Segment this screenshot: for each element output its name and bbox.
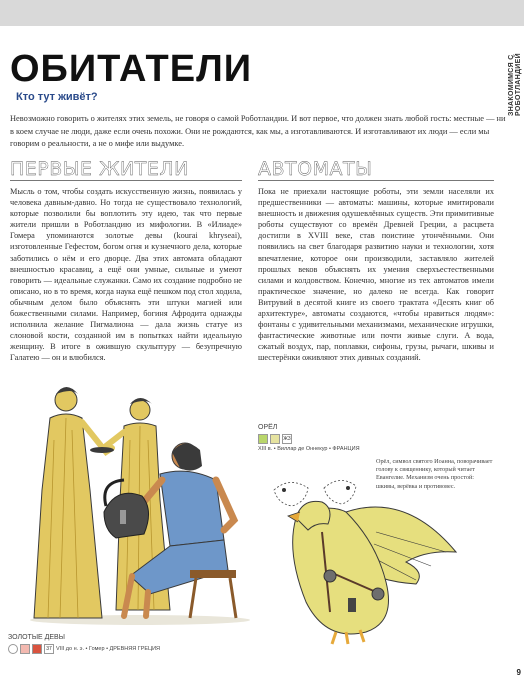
top-gray-band <box>0 0 524 26</box>
page-title: ОБИТАТЕЛИ <box>10 48 253 90</box>
section-text-automata: Пока не приехали настоящие роботы, эти земли населяли их предшественники — автоматы: машины, которые имитировали внешность и движения одушевлённых существ. Эти примитивные роботы существуют со времён Древней Греции, а расцвета достигли в XVIII веке, став поистине утончёнными. Они появились на свет благодаря развитию науки и технологии, хотя впечатление, которое они производили, заставляло жителей прошлых веков объяснять их умения сверхъестественными силами и колдовством. Конечно, многие из тех автоматов имели практическое значение, но далеко не всегда. Как говорит Витрувий в десятой книге из своего трактата «Десять книг об архитектуре», автоматы создаются, «чтобы нравиться людям»: фонтаны с удивительными механизмами, механические игрушки, фантастические животные или почти живые слуги. А вода, сжатый воздух, пар, поплавки, сифоны, грузы, рычаги, шкивы и шестерёнки оживляют этих дивных созданий. <box>258 187 494 363</box>
caption-meta-eagle: XIII в. • Виллар де Оннекур • ФРАНЦИЯ <box>258 446 360 452</box>
caption-box-3 <box>32 644 42 654</box>
section-heading-first-inhabitants: ПЕРВЫЕ ЖИТЕЛИ <box>10 158 189 180</box>
section-divider-left <box>10 180 242 181</box>
section-side-label: ЗНАКОМИМСЯ С РОБОТЛАНДИЕЙ <box>508 53 522 116</box>
page-number: 9 <box>516 668 521 677</box>
pulley-icon <box>324 570 336 582</box>
intro-paragraph: Невозможно говорить о жителях этих земель, не говоря о самой Роботландии. И вот первое, что должен знать любой гость: местные — ни в коем случае не люди, даже если очень похожи. Они не рождаются, как мы, а изготавливаются. И изготавливают их люди — если мы говорим о реальности, а не о мифе или выдумке. <box>10 114 506 149</box>
section-heading-automata: АВТОМАТЫ <box>258 158 373 180</box>
eagle-box-2 <box>270 434 280 444</box>
golden-maiden-left <box>34 387 112 618</box>
caption-box-4: 37 <box>44 644 54 654</box>
page-subtitle: Кто тут живёт? <box>16 91 98 103</box>
eagle-beak <box>288 512 300 522</box>
caption-meta-eagle-boxes <box>258 434 292 444</box>
counterweight-icon <box>348 598 356 612</box>
caption-box-1 <box>8 644 18 654</box>
caption-title-golden-maidens: ЗОЛОТЫЕ ДЕВЫ <box>8 634 65 641</box>
golden-maidens-illustration <box>20 370 250 626</box>
eagle-annotation: Орёл, символ святого Иоанна, поворачивает голову к священнику, который читает Евангелие. Механизм очень простой: шкивы, верёвка и противовес. <box>376 458 493 490</box>
section-divider-right <box>258 180 494 181</box>
pulley-icon-2 <box>372 588 384 600</box>
caption-box-2 <box>20 644 30 654</box>
caption-meta-text: VIII до н. э. • Гомер • ДРЕВНЯЯ ГРЕЦИЯ <box>56 646 161 652</box>
caption-title-eagle: ОРЁЛ <box>258 424 278 431</box>
mechanical-eagle-illustration <box>256 472 466 648</box>
section-text-first-inhabitants: Мысль о том, чтобы создать искусственную жизнь, появилась у человека давным-давно. Но тогда не существовало технологий, которые позволили бы воплотить эту идею, так что первые жители пришли в Роботландию из мифологии. В «Илиаде» Гомера упоминаются золотые девы (kourai khryseai), изготовленные Гефестом, богом огня и кузнечного дела, которые заботились о нём и его дворце. Два этих автомата обладают внешностью красавиц, а ещё они умные, сильные и умеют говорить — идеальные служанки. Само их создание подробно не описано, но в то время, когда наука ещё пешком под стол ходила, обычным делом было объяснять эти штуки магией или божественными силами. Например, богиня Афродита однажды исполнила желание Пигмалиона — дала жизнь статуе из слоновой кости, созданной им в попытках найти идеальную женщину. В итоге в ожившую скульптуру — безупречную Галатею — он и влюбился. <box>10 187 242 363</box>
caption-meta-golden-maidens <box>8 644 160 654</box>
eagle-box-1 <box>258 434 268 444</box>
eagle-box-3: Ж3 <box>283 436 291 442</box>
